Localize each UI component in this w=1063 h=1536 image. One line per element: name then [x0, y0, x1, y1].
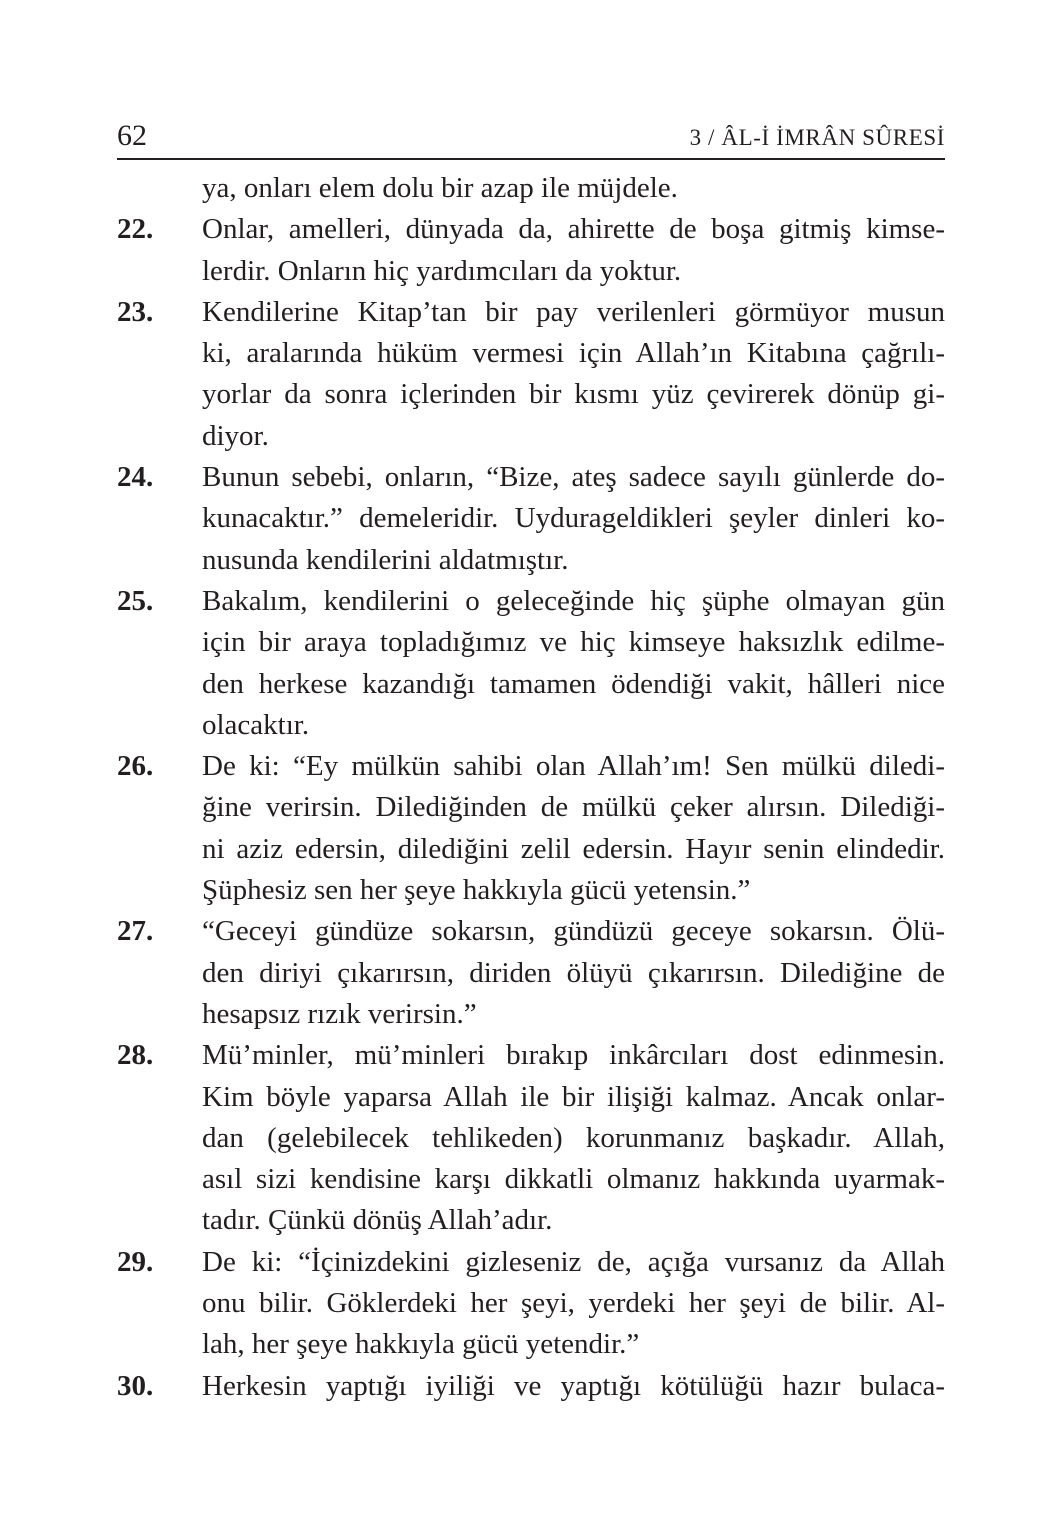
verse-text-line: Onlar, amelleri, dünyada da, ahirette de boşa gitmiş kimse- [202, 213, 945, 246]
page-header [117, 118, 945, 160]
verse-text-line: den diriyi çıkarırsın, diriden ölüyü çıkarırsın. Dilediğine de [202, 956, 945, 989]
page-number: 62 [117, 119, 147, 152]
verse-text-line: dan (gelebilecek tehlikeden) korunmanız başkadır. Allah, [202, 1121, 945, 1154]
verse-text-line: onu bilir. Göklerdeki her şeyi, yerdeki her şeyi de bilir. Al- [202, 1287, 945, 1320]
verse-text-line: Kendilerine Kitap’tan bir pay verilenleri görmüyor musun [202, 295, 945, 328]
verse-number: 25. [117, 584, 154, 617]
verse [117, 746, 945, 911]
verse-text-line: ki, aralarında hüküm vermesi için Allah’ın Kitabına çağrılı- [202, 337, 945, 370]
verse-text-line: Şüphesiz sen her şeye hakkıyla gücü yetensin.” [202, 874, 751, 907]
verse-text-line: Bakalım, kendilerini o geleceğinde hiç şüphe olmayan gün [202, 584, 945, 617]
verse-text-line: diyor. [202, 419, 269, 452]
verse-number: 23. [117, 295, 154, 328]
verse-text-line: De ki: “İçinizdekini gizleseniz de, açığa vursanız da Allah [202, 1245, 945, 1278]
verse-text-line: hesapsız rızık verirsin.” [202, 997, 477, 1030]
running-title: 3 / ÂL-İ İMRÂN SÛRESİ [689, 125, 945, 150]
verse-text-line: lah, her şeye hakkıyla gücü yetendir.” [202, 1328, 640, 1361]
verse-text-line: Kim böyle yaparsa Allah ile bir ilişiği kalmaz. Ancak onlar- [202, 1080, 945, 1113]
verse [117, 911, 945, 1035]
verse-text-line: Bunun sebebi, onların, “Bize, ateş sadece sayılı günlerde do- [202, 461, 945, 494]
verse-text-line: De ki: “Ey mülkün sahibi olan Allah’ım! Sen mülkü diledi- [202, 750, 945, 783]
verse-text-line: den herkese kazandığı tamamen ödendiği vakit, hâlleri nice [202, 667, 945, 700]
verse-text-line: kunacaktır.” demeleridir. Uydurageldikleri şeyler dinleri ko- [202, 502, 945, 535]
verse-number: 24. [117, 461, 154, 494]
verse-text-line: nusunda kendilerini aldatmıştır. [202, 543, 569, 576]
verse-number: 29. [117, 1245, 154, 1278]
verse-number: 30. [117, 1369, 154, 1402]
verse-text-line: ya, onları elem dolu bir azap ile müjdele. [202, 172, 678, 204]
verse-text-line: asıl sizi kendisine karşı dikkatli olmanız hakkında uyarmak- [202, 1163, 945, 1196]
verse-number: 22. [117, 213, 154, 246]
verse-text-line: için bir araya topladığımız ve hiç kimseye haksızlık edilme- [202, 626, 945, 659]
verse [117, 1035, 945, 1241]
verse-list [117, 168, 945, 1407]
verse-text-line: lerdir. Onların hiç yardımcıları da yoktur. [202, 254, 682, 287]
verse-text-line: yorlar da sonra içlerinden bir kısmı yüz çevirerek dönüp gi- [202, 378, 945, 411]
verse [117, 1366, 945, 1407]
verse [117, 1242, 945, 1366]
verse [117, 292, 945, 457]
verse [117, 168, 945, 209]
verse-text-line: ğine verirsin. Dilediğinden de mülkü çeker alırsın. Dilediği- [202, 791, 945, 824]
verse-text-line: “Geceyi gündüze sokarsın, gündüzü geceye sokarsın. Ölü- [202, 915, 945, 948]
verse [117, 209, 945, 292]
verse-number: 26. [117, 750, 154, 783]
verse-text-line: Mü’minler, mü’minleri bırakıp inkârcıları dost edinmesin. [202, 1039, 945, 1072]
verse-number: 28. [117, 1039, 154, 1072]
verse [117, 581, 945, 746]
verse-number: 27. [117, 915, 154, 948]
verse-text-line: ni aziz edersin, dilediğini zelil edersin. Hayır senin elindedir. [202, 832, 945, 865]
verse [117, 457, 945, 581]
verse-text-line: tadır. Çünkü dönüş Allah’adır. [202, 1204, 553, 1237]
verse-text-line: olacaktır. [202, 708, 310, 741]
verse-text-line: Herkesin yaptığı iyiliği ve yaptığı kötülüğü hazır bulaca- [202, 1369, 945, 1402]
